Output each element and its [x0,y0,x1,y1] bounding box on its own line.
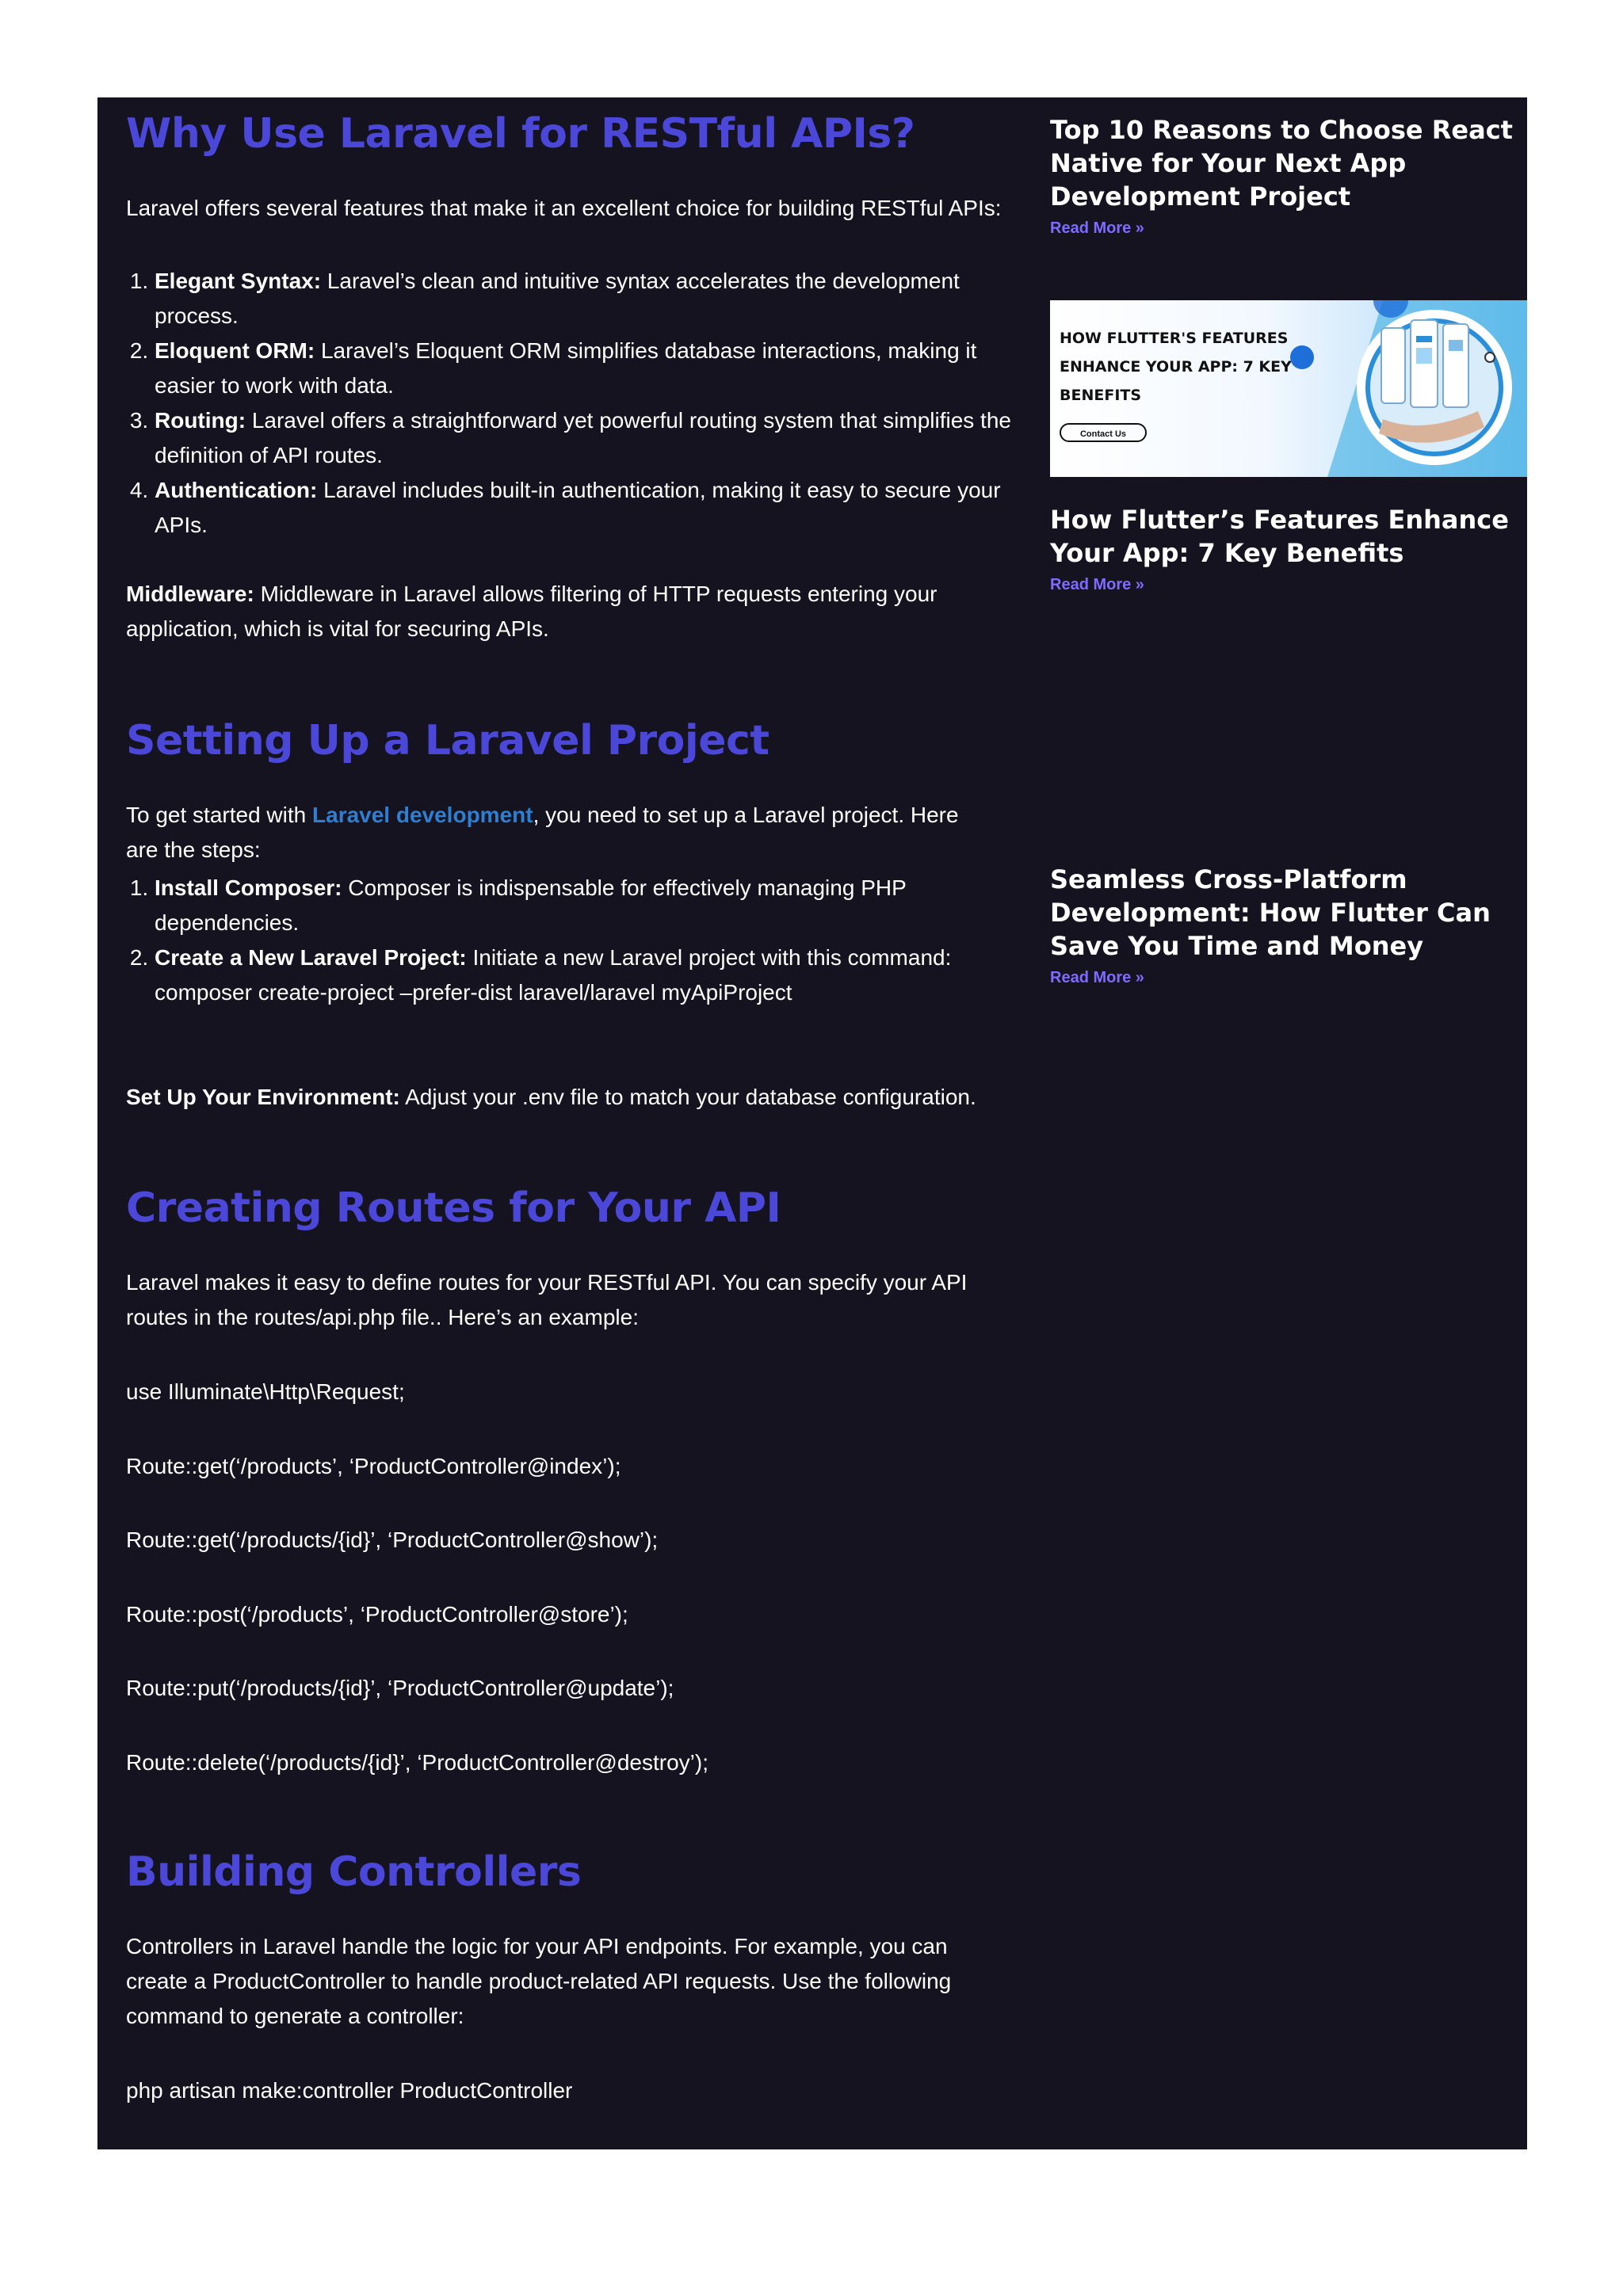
routes-intro: Laravel makes it easy to define routes for your RESTful API. You can specify your API routes in the routes/api.php file.. Here’s an example: [126,1270,968,1329]
middleware-paragraph: Middleware: Middleware in Laravel allows filtering of HTTP requests entering your application, which is vital for securing APIs. [126,582,938,641]
section-heading-why-laravel: Why Use Laravel for RESTful APIs? [126,110,915,158]
banner-title: HOW FLUTTER'S FEATURES ENHANCE YOUR APP: 7 KEY BENEFITS [1060,330,1292,404]
read-more-link[interactable]: Read More » [1050,969,1144,986]
setup-steps-list [126,871,1002,1010]
banner-contact-button: Contact Us [1060,423,1147,442]
section-heading-routes: Creating Routes for Your API [126,1184,781,1232]
setup-intro: To get started with Laravel development, you need to set up a Laravel project. Here are the steps: [126,803,959,862]
code-line: Route::put(‘/products/{id}’, ‘ProductController@update’); [126,1676,674,1700]
features-list [126,264,1022,543]
post-title[interactable]: Seamless Cross-Platform Development: How Flutter Can Save You Time and Money [1050,864,1491,961]
section-heading-setup: Setting Up a Laravel Project [126,717,769,765]
read-more-link[interactable]: Read More » [1050,219,1144,237]
code-line: Route::get(‘/products’, ‘ProductController@index’); [126,1454,621,1478]
code-line: use Illuminate\Http\Request; [126,1379,405,1404]
post-title[interactable]: Top 10 Reasons to Choose React Native for Your Next App Development Project [1050,115,1513,212]
controllers-intro: Controllers in Laravel handle the logic for your API endpoints. For example, you can create a ProductController to handle product-related API requests. Use the following command to generate a controller: [126,1934,952,2028]
read-more-link[interactable]: Read More » [1050,576,1144,593]
list-item: 2. Eloquent ORM: Laravel’s Eloquent ORM simplifies database interactions, making it easier to work with data. [155,334,1022,403]
content-panel [97,97,1527,2149]
phone-illustration [1050,300,1527,477]
post-thumbnail[interactable] [1050,300,1527,477]
sidebar-post [1050,503,1527,594]
sidebar-post [1050,863,1527,987]
sidebar-post [1050,113,1527,238]
section-intro: Laravel offers several features that make it an excellent choice for building RESTful APIs: [126,196,1002,220]
list-item: 4. Authentication: Laravel includes built-in authentication, making it easy to secure your APIs. [155,473,1022,543]
list-item: 3. Routing: Laravel offers a straightforward yet powerful routing system that simplifies the definition of API routes. [155,403,1022,473]
code-line: Route::get(‘/products/{id}’, ‘ProductController@show’); [126,1527,659,1552]
env-paragraph: Set Up Your Environment: Adjust your .env file to match your database configuration. [126,1085,976,1109]
post-title[interactable]: How Flutter’s Features Enhance Your App: 7 Key Benefits [1050,505,1509,568]
code-line: php artisan make:controller ProductController [126,2078,573,2103]
laravel-development-link[interactable]: Laravel development [312,803,533,827]
section-heading-controllers: Building Controllers [126,1848,582,1896]
list-item: 1. Install Composer: Composer is indispensable for effectively managing PHP dependencies. [155,871,1002,940]
code-line: Route::delete(‘/products/{id}’, ‘ProductController@destroy’); [126,1750,708,1775]
list-item: 2. Create a New Laravel Project: Initiate a new Laravel project with this command: composer create-project –prefer-dist laravel/laravel myApiProject [155,940,1002,1010]
list-item: 1. Elegant Syntax: Laravel’s clean and intuitive syntax accelerates the development process. [155,264,1022,334]
code-line: Route::post(‘/products’, ‘ProductController@store’); [126,1602,628,1627]
